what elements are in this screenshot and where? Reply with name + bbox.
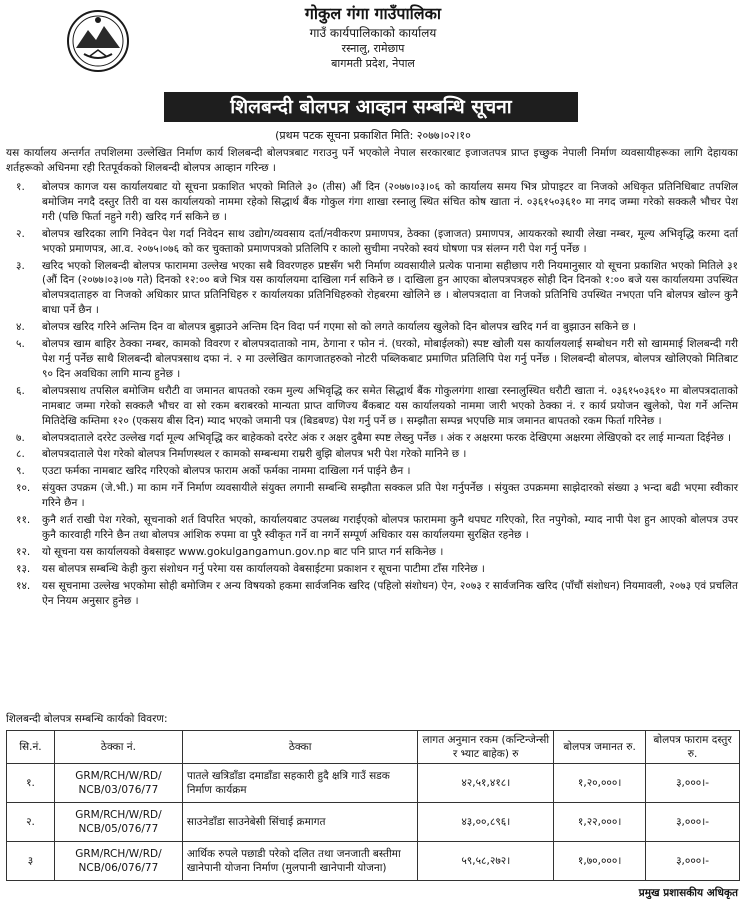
column-header-sn: सि.नं.: [7, 731, 55, 764]
publication-date: (प्रथम पटक सूचना प्रकाशित मिति: २०७७।०२।१०: [275, 129, 471, 142]
condition-item: [6, 180, 738, 225]
cell-fee: ३,०००।-: [646, 764, 740, 803]
cell-work: आर्थिक रुपले पछाडी परेको दलित तथा जनजाती बस्तीमा खानेपानी योजना निर्माण (मुलपानी खानेपानी योजना): [182, 842, 418, 881]
condition-item: [6, 545, 738, 560]
condition-text: एउटा फर्मका नामबाट खरिद गरिएको बोलपत्र फाराम अर्को फर्मका नाममा दाखिला गर्न पाईने छैन ।: [42, 465, 411, 478]
notice-title: शिलबन्दी बोलपत्र आव्हान सम्बन्धि सूचना: [164, 92, 578, 122]
condition-item: [6, 259, 738, 319]
cell-work: पातले खत्रिडाँडा दमाडाँडा सहकारी हुदै क्षत्रि गाउँ सडक निर्माण कार्यक्रम: [182, 764, 418, 803]
condition-item: [6, 384, 738, 429]
office-location: रस्नालु, रामेछाप: [341, 42, 405, 55]
condition-item: [6, 481, 738, 511]
works-table-heading: शिलबन्दी बोलपत्र सम्बन्धि कार्यको विवरण:: [6, 713, 168, 725]
condition-text: संयुक्त उपक्रम (जे.भी.) मा काम गर्ने निर्माण व्यवसायीले संयुक्त लगानी सम्बन्धि सम्झौता सक्कल प्रति पेश गर्नुपर्नेछ । संयुक्त उपक्रममा साझेदारको संख्या ३ भन्दा बढी भएमा स्वीकार गरिने छैन ।: [42, 482, 738, 510]
municipality-name: गोकुल गंगा गाउँपालिका: [304, 4, 442, 23]
cell-fee: ३,०००।-: [646, 803, 740, 842]
condition-number: ३.: [16, 259, 25, 272]
cell-cost: ४२,५१,४१८।: [418, 764, 554, 803]
cell-fee: ३,०००।-: [646, 842, 740, 881]
condition-text: बोलपत्र खरिदका लागि निवेदन पेश गर्दा निवेदन साथ उद्योग/व्यवसाय दर्ता/नवीकरण प्रमाणपत्र, ठेक्का (इजाजत) प्रमाणपत्र, आयकरको स्थायी लेखा नम्बर, मूल्य अभिवृद्धि करमा दर्ता भएको प्रमाणपत्र, आ.व. २०७५।०७६ को कर चुक्ताको प्रमाणपत्रको प्रतिलिपि र कालो सुचीमा नपरेको स्वयं घोषणा पत्र संलग्न गरी पेश गर्नु पर्नेछ ।: [42, 227, 738, 255]
condition-item: [6, 320, 738, 335]
office-name: गाउँ कार्यपालिकाको कार्यालय: [309, 26, 437, 40]
condition-text: बोलपत्रदाताले पेश गरेको बोलपत्र निर्माणस्थल र कामको सम्बन्धमा राम्ररी बुझि बोलपत्र भरी पेश गरेको मानिने छ ।: [42, 448, 467, 461]
condition-number: १३.: [16, 562, 31, 575]
intro-paragraph: यस कार्यालय अन्तर्गत तपशिलमा उल्लेखित निर्माण कार्य शिलबन्दी बोलपत्रबाट गराउनु पर्ने भएकोले नेपाल सरकारबाट इजाजतपत्र प्राप्त इच्छुक नेपाली निर्माण व्यवसायीहरूका लागि देहायका शर्तहरूको अधिनमा रही रितपूर्वकको शिलबन्दी बोलपत्र आव्हान गरिन्छ ।: [6, 147, 738, 174]
office-province: बागमती प्रदेश, नेपाल: [331, 57, 415, 70]
column-header-cost: लागत अनुमान रकम (कन्टिन्जेन्सी र भ्याट बाहेक) रु: [418, 731, 554, 764]
condition-number: १०.: [16, 482, 31, 495]
cell-sn: १.: [7, 764, 55, 803]
condition-text: बोलपत्र खाम बाहिर ठेक्का नम्बर, कामको विवरण र बोलपत्रदाताको नाम, ठेगाना र फोन नं. (घरको, मोबाईलको) स्पष्ट खोली यस कार्यालयलाई सम्बोधन गरी सो खाममाई शिलबन्दी गरी पेश गर्नु पर्नेछ साथै शिलबन्दी बोलपत्रसाथ दफा नं. २ मा उल्लेखित कागजातहरुको नोटरी पब्लिकबाट प्रमाणित प्रतिलिपि पेश गर्नु पर्नेछ । शिलबन्दी बोलपत्र, बोलपत्र खोलिएको मितिबाट ९० दिन अवधिका लागि मान्य हुनेछ ।: [42, 338, 738, 380]
column-header-security: बोलपत्र जमानत रु.: [554, 731, 646, 764]
condition-text: बोलपत्र कागज यस कार्यालयबाट यो सूचना प्रकाशित भएको मितिले ३० (तीस) औं दिन (२०७७।०३।०६ को कार्यालय समय भित्र प्रोपाइटर वा निजको अधिकृत प्रतिनिधिबाट तपशिल बमोजिम नगदै दस्तुर तिरी वा यस कार्यालयको नाममा रहेको सिद्धार्थ बैंक गोकुल गंगा शाखा रस्नालु स्थित संचित कोष खाता नं. ०३६१५०३६१० मा नगद जम्मा गरेको सक्कलै भौचर पेश गरी (पछि फिर्ता नहुने गरी) खरिद गर्न सकिने छ ।: [42, 181, 738, 223]
condition-text: यो सूचना यस कार्यालयको वेबसाइट www.gokulgangamun.gov.np बाट पनि प्राप्त गर्न सकिनेछ ।: [42, 545, 444, 558]
table-row: [7, 842, 740, 881]
condition-number: ५.: [16, 338, 25, 351]
condition-number: १.: [16, 181, 25, 193]
office-address-block: [0, 4, 746, 71]
column-header-fee: बोलपत्र फाराम दस्तुर रु.: [646, 731, 740, 764]
works-table: [6, 730, 740, 881]
cell-work: साउनेडाँडा साउनेबेसी सिंचाई क्रमागत: [182, 803, 418, 842]
cell-ref: GRM/RCH/W/RD/ NCB/05/076/77: [54, 803, 182, 842]
condition-item: [6, 579, 738, 609]
column-header-work: ठेक्का: [182, 731, 418, 764]
table-header-row: [7, 731, 740, 764]
cell-cost: ४३,००,८९६।: [418, 803, 554, 842]
condition-text: यस बोलपत्र सम्बन्धि केही कुरा संशोधन गर्नु परेमा यस कार्यालयको वेबसाईटमा प्रकाशन र सूचना पाटीमा टाँस गरिनेछ ।: [42, 562, 485, 575]
condition-number: १४.: [16, 579, 31, 592]
cell-security: १,७०,०००।: [554, 842, 646, 881]
condition-text: बोलपत्रदाताले दररेट उल्लेख गर्दा मूल्य अभिवृद्धि कर बाहेकको दररेट अंक र अक्षर दुबैमा स्पष्ट लेख्नु पर्नेछ । अंक र अक्षरमा फरक देखिएमा अक्षरमा लेखिएको दर लाई मान्यता दिईनेछ ।: [42, 431, 732, 444]
cell-ref: GRM/RCH/W/RD/ NCB/06/076/77: [54, 842, 182, 881]
condition-number: ६.: [16, 384, 25, 397]
column-header-ref: ठेक्का नं.: [54, 731, 182, 764]
cell-security: १,२२,०००।: [554, 803, 646, 842]
condition-item: [6, 513, 738, 543]
condition-text: कुनै शर्त राखी पेश गरेको, सूचनाको शर्त विपरित भएको, कार्यालयबाट उपलब्ध गराईएको बोलपत्र फाराममा कुनै थपघट गरिएको, रित नपुगेको, म्याद नापी पेश हुन आएको बोलपत्र उपर कुनै कारवाही गरिने छैन तथा बोलपत्र आंशिक रुपमा वा पुरै स्वीकृत गर्ने वा नगर्ने सम्पूर्ण अधिकार यस कार्यालयमा सुरक्षित रहनेछ ।: [42, 514, 738, 541]
condition-number: ७.: [16, 431, 25, 444]
cell-ref: GRM/RCH/W/RD/ NCB/03/076/77: [54, 764, 182, 803]
cell-cost: ५९,५८,२७२।: [418, 842, 554, 881]
cell-sn: ३: [7, 842, 55, 881]
condition-number: ९.: [16, 465, 25, 478]
table-row: [7, 764, 740, 803]
condition-text: बोलपत्रसाथ तपसिल बमोजिम धरौटी वा जमानत बापतको रकम मुल्य अभिवृद्धि कर समेत सिद्धार्थ बैंक गोकुलगंगा शाखा रस्नालुस्थित धरौटी खाता नं. ०३६१५०३६१० मा बोलपत्रदाताको नामबाट जम्मा गरेको सक्कलै भौचर वा सो रकम बराबरको मान्यता प्राप्त वाणिज्य बैंकबाट यस कार्यालयको नाममा जारी भएको ठेक्का नं. र कार्य प्रयोजन खुलेको, पेश गर्ने अन्तिम मितिदेखि कम्तिमा १२० (एकसय बीस दिन) म्याद भएको जमानी पत्र (बिडबण्ड) पेश गर्नु पर्ने छ । सम्झौता सम्पन्न भएपछि मात्र जमानत बापतको रकम फिर्ता गरिनेछ ।: [42, 384, 738, 427]
condition-text: खरिद भएको शिलबन्दी बोलपत्र फाराममा उल्लेख भएका सबै विवरणहरु प्रष्टसँग भरी निर्माण व्यवसायीले प्रत्येक पानामा सहीछाप गरी नियमानुसार यो सूचना प्रकाशित भएको मितिले ३१ (औं दिन (२०७७।०३।०७ गते) दिनको १२:०० बजे भित्र यस कार्यालयमा दाखिला गर्न सकिने छ । दाखिला हुन आएका बोलपत्रपत्रहरु सोही दिन दिनको १:०० बजे यस कार्यालयमा उपस्थित बोलपत्रदाताहरु वा निजको अधिकार प्राप्त प्रतिनिधिहरु र कार्यालयका प्रतिनिधिहरुको रोहबरमा खोलिने छ । बोलपत्रदाता वा निजको प्रतिनिधि उपस्थित नभएता पनि बोलपत्र खोल्न कुनै बाधा पर्ने छैन ।: [42, 259, 738, 317]
condition-number: ८.: [16, 448, 25, 461]
condition-item: [6, 227, 738, 257]
condition-item: [6, 464, 738, 479]
cell-sn: २.: [7, 803, 55, 842]
conditions-list: [6, 180, 738, 610]
notice-header: [0, 0, 746, 90]
condition-item: [6, 337, 738, 382]
condition-number: ११.: [16, 514, 31, 527]
condition-text: यस सूचनामा उल्लेख भएकोमा सोही बमोजिम र अन्य विषयको हकमा सार्वजनिक खरिद (पहिलो संशोधन) ऐन, २०७३ र सार्वजनिक खरिद (पाँचौं संशोधन) नियमावली, २०७३ एवं प्रचलित ऐन नियम अनुसार हुनेछ ।: [42, 579, 738, 607]
condition-number: १२.: [16, 545, 31, 558]
cell-security: १,२०,०००।: [554, 764, 646, 803]
condition-number: २.: [16, 227, 25, 240]
condition-text: बोलपत्र खरिद गरिने अन्तिम दिन वा बोलपत्र बुझाउने अन्तिम दिन विदा पर्न गएमा सो को लगते कार्यालय खुलेको दिन बोलपत्र खरिद गर्न वा बुझाउन सकिने छ ।: [42, 321, 637, 334]
signatory-title: प्रमुख प्रशासकीय अधिकृत: [638, 887, 738, 899]
condition-item: [6, 431, 738, 446]
table-row: [7, 803, 740, 842]
condition-number: ४.: [16, 321, 25, 334]
condition-item: [6, 447, 738, 462]
condition-item: [6, 562, 738, 577]
